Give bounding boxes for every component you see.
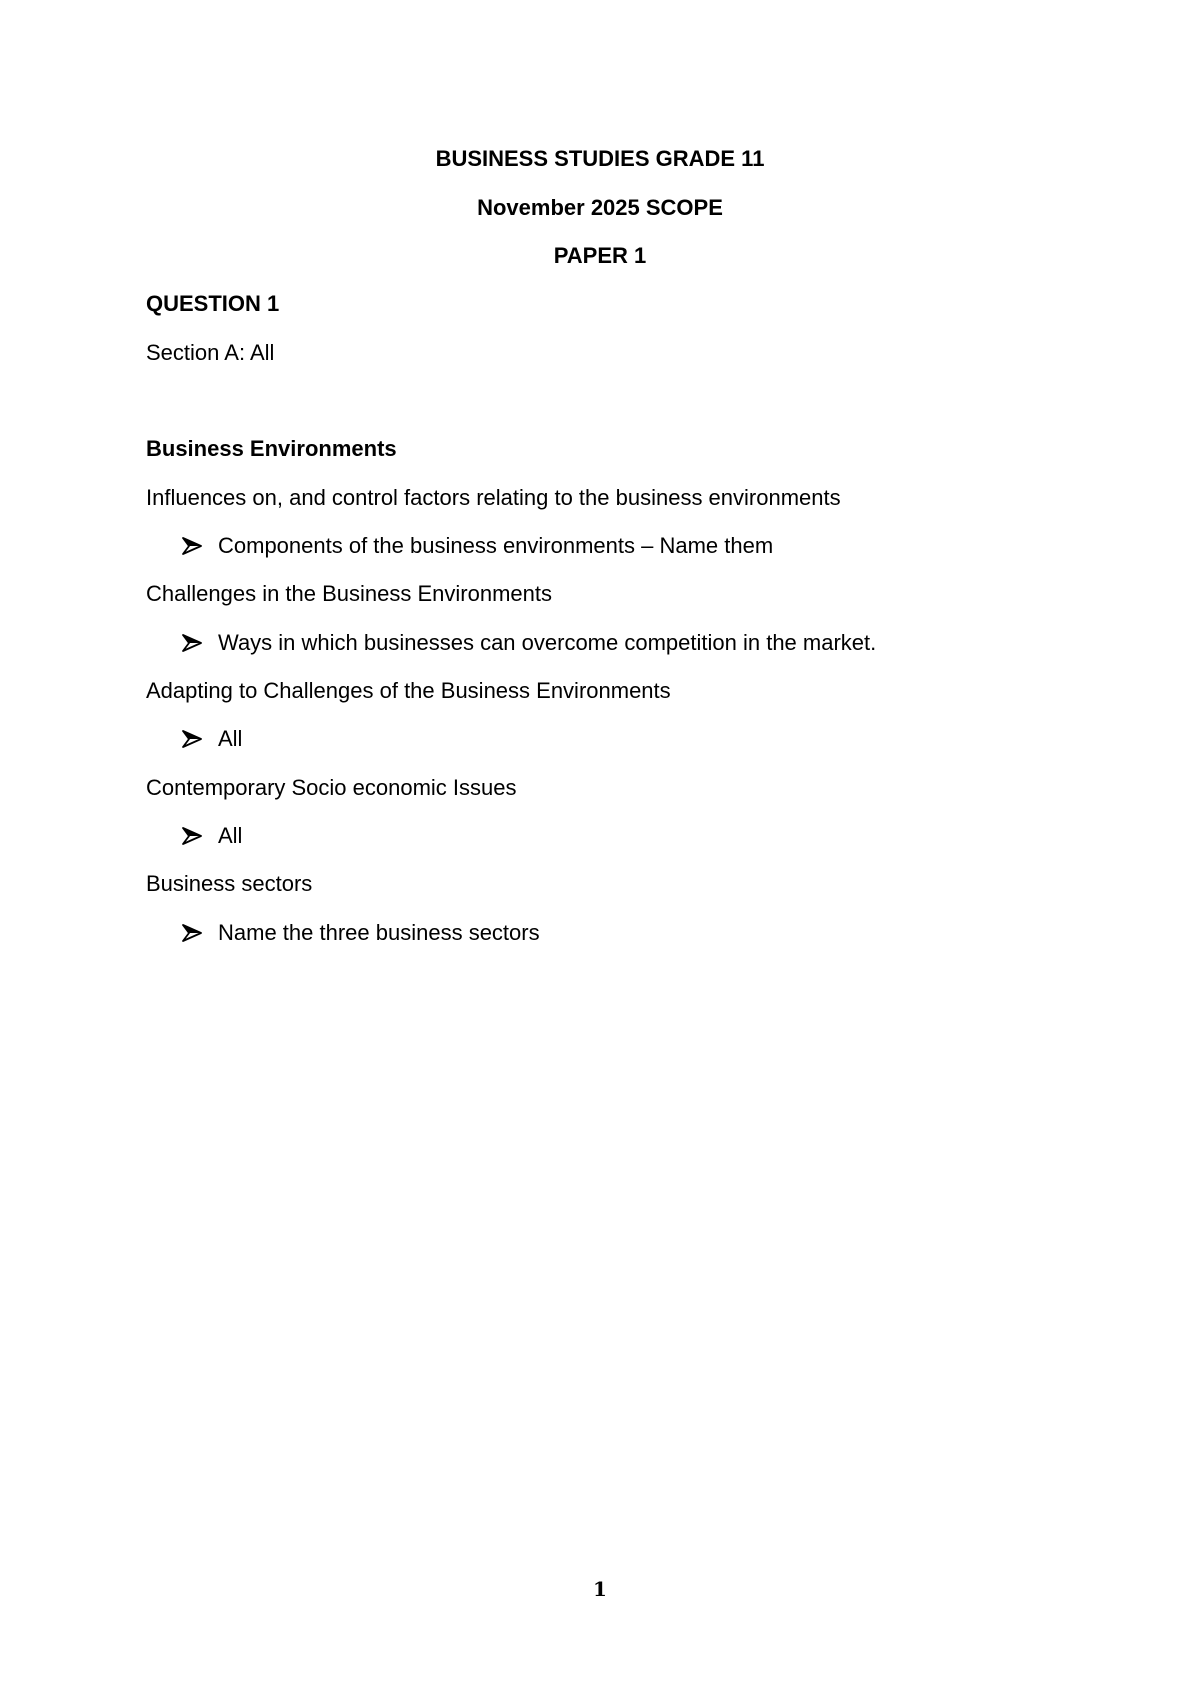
arrow-bullet-icon [182,827,202,845]
bullet-text: Ways in which businesses can overcome competition in the market. [218,630,877,655]
topic-title: Challenges in the Business Environments [146,581,553,606]
topic-title: Influences on, and control factors relating to the business environments [146,485,841,510]
list-item [182,533,773,559]
bullet-text: All [218,726,243,751]
topic-title: Business sectors [146,871,313,896]
list-item [182,920,540,946]
arrow-bullet-icon [182,537,202,555]
bullet-text: All [218,823,243,848]
document-title: BUSINESS STUDIES GRADE 11 [435,146,765,171]
list-item [182,630,876,656]
list-item [182,823,242,849]
paper-label: PAPER 1 [553,243,647,268]
arrow-bullet-icon [182,634,202,652]
business-environments-heading: Business Environments [146,436,397,461]
arrow-bullet-icon [182,924,202,942]
bullet-text: Components of the business environments – Name them [218,533,774,558]
list-item [182,726,242,752]
page-number: 1 [593,1577,607,1601]
arrow-bullet-icon [182,730,202,748]
document-subtitle: November 2025 SCOPE [477,195,723,220]
section-label: Section A: All [146,340,275,365]
bullet-text: Name the three business sectors [218,920,540,945]
question-heading: QUESTION 1 [146,291,280,316]
topic-title: Adapting to Challenges of the Business Environments [146,678,671,703]
topic-title: Contemporary Socio economic Issues [146,775,517,800]
